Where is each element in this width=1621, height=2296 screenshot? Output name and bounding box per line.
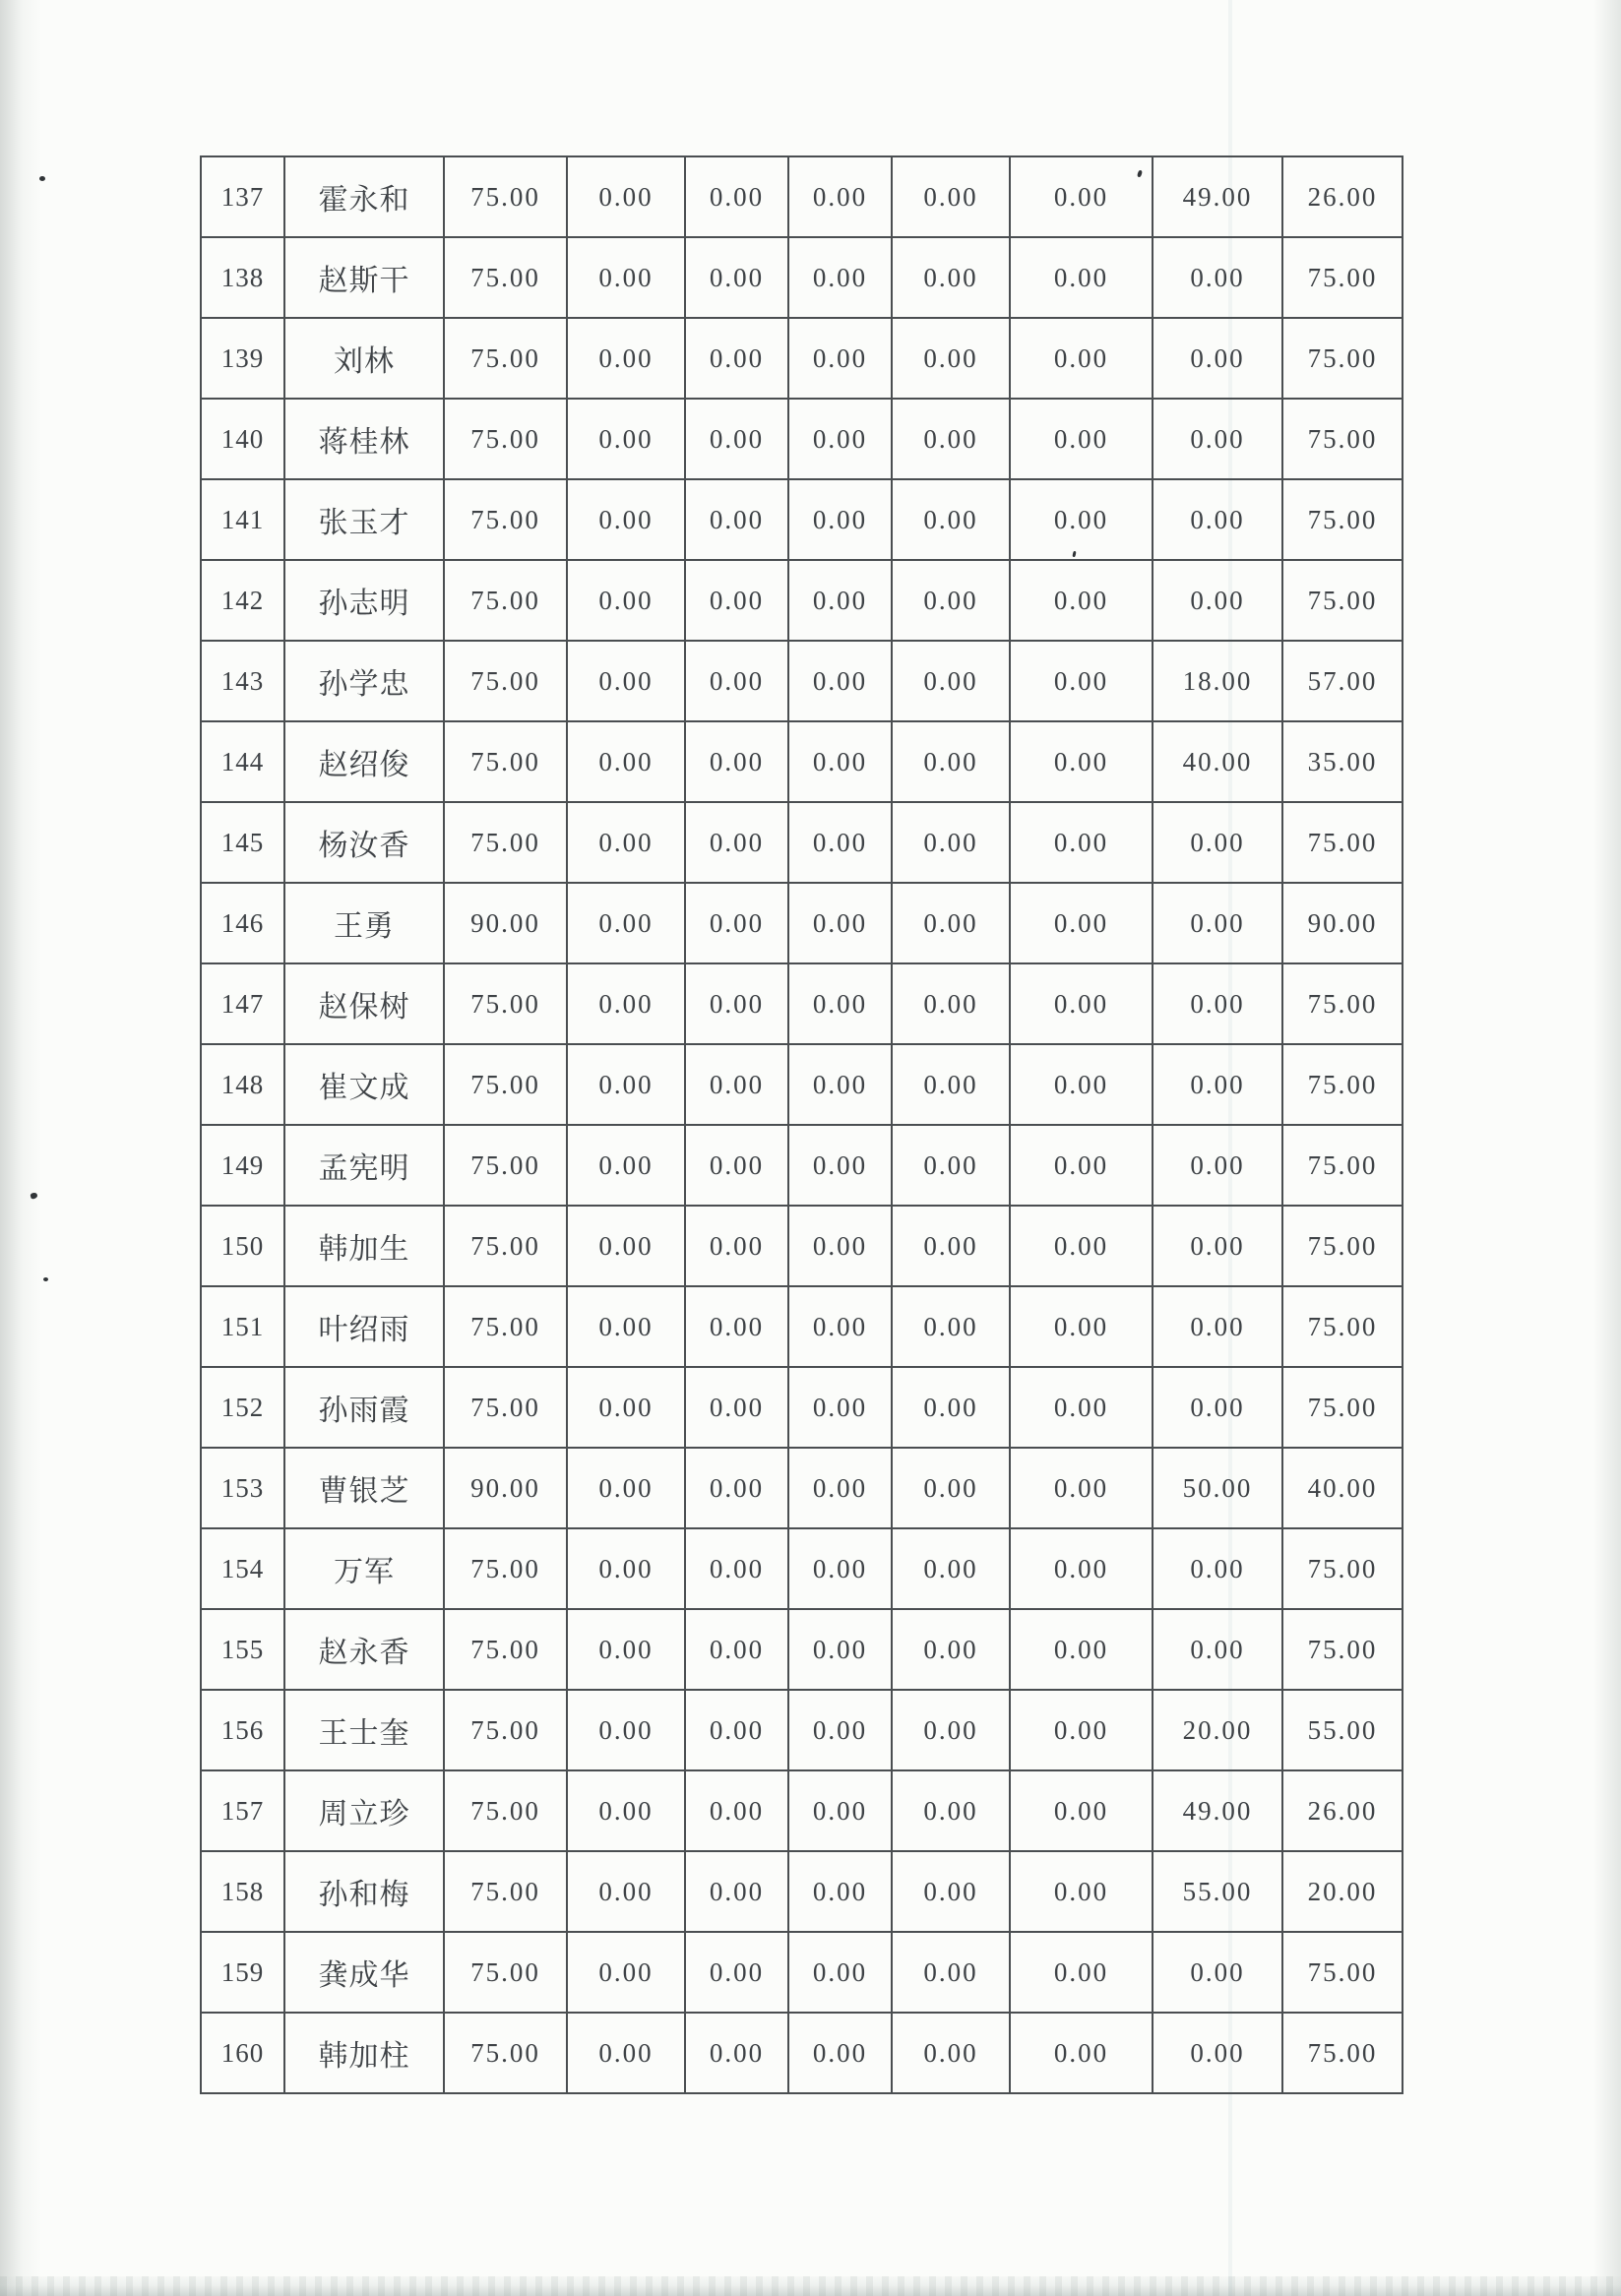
amount-cell: 0.00 [567, 1044, 685, 1125]
person-name-cell: 杨汝香 [284, 802, 444, 883]
amount-cell: 75.00 [1282, 1286, 1403, 1367]
amount-cell: 0.00 [1010, 1206, 1153, 1286]
amount-cell: 0.00 [1153, 802, 1282, 883]
amount-cell: 0.00 [685, 1125, 788, 1206]
amount-cell: 0.00 [1010, 963, 1153, 1044]
row-number-cell: 141 [201, 479, 284, 560]
amount-cell: 75.00 [1282, 479, 1403, 560]
amount-cell: 0.00 [685, 1286, 788, 1367]
row-number-cell: 155 [201, 1609, 284, 1690]
amount-cell: 0.00 [788, 721, 892, 802]
person-name-cell: 孙志明 [284, 560, 444, 641]
amount-cell: 75.00 [1282, 1125, 1403, 1206]
amount-cell: 75.00 [444, 802, 567, 883]
amount-cell: 0.00 [892, 479, 1010, 560]
amount-cell: 75.00 [1282, 1609, 1403, 1690]
row-number-cell: 157 [201, 1770, 284, 1851]
amount-cell: 0.00 [567, 1770, 685, 1851]
amount-cell: 0.00 [567, 721, 685, 802]
table-row [201, 237, 1403, 318]
amount-cell: 0.00 [567, 1690, 685, 1770]
amount-cell: 0.00 [892, 1367, 1010, 1448]
person-name-cell: 韩加柱 [284, 2013, 444, 2093]
amount-cell: 0.00 [788, 1367, 892, 1448]
amount-cell: 0.00 [788, 399, 892, 479]
amount-cell: 75.00 [444, 2013, 567, 2093]
amount-cell: 0.00 [567, 1851, 685, 1932]
amount-cell: 75.00 [444, 156, 567, 237]
table-row [201, 318, 1403, 399]
amount-cell: 0.00 [892, 2013, 1010, 2093]
person-name-cell: 万军 [284, 1528, 444, 1609]
amount-cell: 75.00 [444, 1851, 567, 1932]
table-row [201, 721, 1403, 802]
row-number-cell: 153 [201, 1448, 284, 1528]
amount-cell: 0.00 [892, 1609, 1010, 1690]
amount-cell: 75.00 [1282, 2013, 1403, 2093]
amount-cell: 0.00 [567, 1528, 685, 1609]
amount-cell: 75.00 [1282, 963, 1403, 1044]
row-number-cell: 148 [201, 1044, 284, 1125]
amount-cell: 0.00 [1010, 1690, 1153, 1770]
amount-cell: 0.00 [892, 1932, 1010, 2013]
scan-speck [39, 176, 45, 181]
amount-cell: 0.00 [1010, 1367, 1153, 1448]
amount-cell: 0.00 [892, 802, 1010, 883]
person-name-cell: 孙和梅 [284, 1851, 444, 1932]
table-row [201, 641, 1403, 721]
amount-cell: 0.00 [788, 1044, 892, 1125]
row-number-cell: 149 [201, 1125, 284, 1206]
amount-cell: 0.00 [788, 802, 892, 883]
amount-cell: 0.00 [1153, 883, 1282, 963]
amount-cell: 0.00 [788, 1932, 892, 2013]
amount-cell: 0.00 [685, 560, 788, 641]
person-name-cell: 蒋桂林 [284, 399, 444, 479]
amount-cell: 0.00 [1010, 2013, 1153, 2093]
amount-cell: 75.00 [444, 318, 567, 399]
amount-cell: 0.00 [788, 237, 892, 318]
amount-cell: 0.00 [788, 883, 892, 963]
amount-cell: 0.00 [1153, 560, 1282, 641]
scan-speck [43, 1277, 48, 1281]
amount-cell: 0.00 [685, 1044, 788, 1125]
amount-cell: 0.00 [685, 1609, 788, 1690]
amount-cell: 0.00 [1010, 1932, 1153, 2013]
scan-edge-bottom [0, 2276, 1621, 2296]
amount-cell: 75.00 [444, 1286, 567, 1367]
amount-cell: 0.00 [685, 641, 788, 721]
amount-cell: 75.00 [1282, 560, 1403, 641]
amount-cell: 75.00 [444, 1125, 567, 1206]
amount-cell: 0.00 [1010, 1851, 1153, 1932]
amount-cell: 75.00 [1282, 802, 1403, 883]
row-number-cell: 146 [201, 883, 284, 963]
amount-cell: 0.00 [788, 479, 892, 560]
row-number-cell: 150 [201, 1206, 284, 1286]
amount-cell: 75.00 [444, 1690, 567, 1770]
amount-cell: 0.00 [1010, 1125, 1153, 1206]
amount-cell: 50.00 [1153, 1448, 1282, 1528]
amount-cell: 0.00 [788, 1206, 892, 1286]
row-number-cell: 160 [201, 2013, 284, 2093]
table-row [201, 883, 1403, 963]
table-row [201, 1286, 1403, 1367]
amount-cell: 0.00 [892, 963, 1010, 1044]
amount-cell: 75.00 [444, 237, 567, 318]
row-number-cell: 145 [201, 802, 284, 883]
amount-cell: 40.00 [1153, 721, 1282, 802]
amount-cell: 0.00 [685, 1851, 788, 1932]
amount-cell: 0.00 [685, 479, 788, 560]
amount-cell: 0.00 [685, 802, 788, 883]
amount-cell: 0.00 [567, 479, 685, 560]
person-name-cell: 刘林 [284, 318, 444, 399]
person-name-cell: 赵斯干 [284, 237, 444, 318]
amount-cell: 0.00 [685, 237, 788, 318]
amount-cell: 0.00 [1153, 399, 1282, 479]
row-number-cell: 137 [201, 156, 284, 237]
roster-table [200, 155, 1403, 2094]
amount-cell: 0.00 [788, 1851, 892, 1932]
amount-cell: 0.00 [1010, 802, 1153, 883]
amount-cell: 0.00 [1153, 237, 1282, 318]
amount-cell: 0.00 [1010, 641, 1153, 721]
row-number-cell: 140 [201, 399, 284, 479]
amount-cell: 75.00 [444, 1206, 567, 1286]
amount-cell: 0.00 [788, 1690, 892, 1770]
amount-cell: 75.00 [444, 1367, 567, 1448]
amount-cell: 75.00 [444, 560, 567, 641]
amount-cell: 49.00 [1153, 1770, 1282, 1851]
row-number-cell: 144 [201, 721, 284, 802]
amount-cell: 0.00 [892, 560, 1010, 641]
amount-cell: 0.00 [567, 963, 685, 1044]
amount-cell: 0.00 [892, 156, 1010, 237]
amount-cell: 0.00 [685, 1528, 788, 1609]
amount-cell: 75.00 [444, 1770, 567, 1851]
amount-cell: 0.00 [788, 1609, 892, 1690]
amount-cell: 0.00 [1153, 318, 1282, 399]
roster-table-body [201, 156, 1403, 2093]
amount-cell: 20.00 [1282, 1851, 1403, 1932]
table-row [201, 156, 1403, 237]
table-row [201, 1367, 1403, 1448]
amount-cell: 75.00 [444, 1932, 567, 2013]
amount-cell: 0.00 [1153, 1125, 1282, 1206]
amount-cell: 0.00 [892, 1448, 1010, 1528]
amount-cell: 0.00 [788, 156, 892, 237]
amount-cell: 0.00 [788, 1448, 892, 1528]
amount-cell: 75.00 [1282, 1367, 1403, 1448]
amount-cell: 0.00 [685, 963, 788, 1044]
person-name-cell: 霍永和 [284, 156, 444, 237]
amount-cell: 0.00 [1010, 560, 1153, 641]
amount-cell: 0.00 [788, 641, 892, 721]
person-name-cell: 赵保树 [284, 963, 444, 1044]
amount-cell: 0.00 [567, 1206, 685, 1286]
row-number-cell: 151 [201, 1286, 284, 1367]
amount-cell: 0.00 [567, 156, 685, 237]
amount-cell: 90.00 [444, 1448, 567, 1528]
amount-cell: 0.00 [1153, 1528, 1282, 1609]
row-number-cell: 154 [201, 1528, 284, 1609]
person-name-cell: 曹银芝 [284, 1448, 444, 1528]
amount-cell: 0.00 [1010, 479, 1153, 560]
amount-cell: 0.00 [685, 1690, 788, 1770]
amount-cell: 75.00 [444, 479, 567, 560]
amount-cell: 0.00 [892, 237, 1010, 318]
amount-cell: 0.00 [1153, 479, 1282, 560]
amount-cell: 0.00 [788, 1770, 892, 1851]
table-row [201, 560, 1403, 641]
person-name-cell: 赵绍俊 [284, 721, 444, 802]
amount-cell: 0.00 [788, 560, 892, 641]
amount-cell: 0.00 [1010, 1044, 1153, 1125]
amount-cell: 35.00 [1282, 721, 1403, 802]
amount-cell: 0.00 [1010, 399, 1153, 479]
row-number-cell: 138 [201, 237, 284, 318]
amount-cell: 0.00 [1153, 1932, 1282, 2013]
amount-cell: 0.00 [1153, 1609, 1282, 1690]
amount-cell: 0.00 [685, 1770, 788, 1851]
amount-cell: 0.00 [567, 1932, 685, 2013]
amount-cell: 0.00 [567, 399, 685, 479]
table-row [201, 1932, 1403, 2013]
amount-cell: 0.00 [567, 560, 685, 641]
amount-cell: 0.00 [1010, 318, 1153, 399]
amount-cell: 0.00 [1153, 963, 1282, 1044]
amount-cell: 75.00 [444, 1609, 567, 1690]
amount-cell: 0.00 [685, 883, 788, 963]
amount-cell: 0.00 [892, 1528, 1010, 1609]
amount-cell: 0.00 [685, 1448, 788, 1528]
person-name-cell: 孙学忠 [284, 641, 444, 721]
person-name-cell: 孟宪明 [284, 1125, 444, 1206]
row-number-cell: 152 [201, 1367, 284, 1448]
amount-cell: 0.00 [892, 1125, 1010, 1206]
person-name-cell: 崔文成 [284, 1044, 444, 1125]
amount-cell: 0.00 [685, 721, 788, 802]
amount-cell: 75.00 [444, 399, 567, 479]
amount-cell: 0.00 [892, 318, 1010, 399]
amount-cell: 0.00 [567, 1448, 685, 1528]
person-name-cell: 张玉才 [284, 479, 444, 560]
amount-cell: 75.00 [1282, 1528, 1403, 1609]
table-row [201, 802, 1403, 883]
amount-cell: 0.00 [567, 1125, 685, 1206]
amount-cell: 57.00 [1282, 641, 1403, 721]
amount-cell: 90.00 [1282, 883, 1403, 963]
amount-cell: 0.00 [685, 1206, 788, 1286]
amount-cell: 0.00 [892, 883, 1010, 963]
amount-cell: 75.00 [1282, 1044, 1403, 1125]
amount-cell: 75.00 [444, 641, 567, 721]
amount-cell: 75.00 [1282, 399, 1403, 479]
amount-cell: 0.00 [1010, 1770, 1153, 1851]
amount-cell: 75.00 [1282, 1932, 1403, 2013]
amount-cell: 75.00 [444, 1044, 567, 1125]
amount-cell: 26.00 [1282, 156, 1403, 237]
table-row [201, 1609, 1403, 1690]
amount-cell: 0.00 [685, 1367, 788, 1448]
amount-cell: 0.00 [567, 1609, 685, 1690]
amount-cell: 0.00 [788, 1125, 892, 1206]
amount-cell: 0.00 [1010, 1609, 1153, 1690]
amount-cell: 0.00 [788, 1286, 892, 1367]
amount-cell: 20.00 [1153, 1690, 1282, 1770]
amount-cell: 0.00 [892, 721, 1010, 802]
table-row [201, 1690, 1403, 1770]
amount-cell: 75.00 [444, 721, 567, 802]
amount-cell: 0.00 [1153, 2013, 1282, 2093]
amount-cell: 0.00 [567, 1286, 685, 1367]
scan-edge-right [1593, 0, 1621, 2296]
table-row [201, 1851, 1403, 1932]
amount-cell: 0.00 [1010, 156, 1153, 237]
amount-cell: 55.00 [1153, 1851, 1282, 1932]
amount-cell: 26.00 [1282, 1770, 1403, 1851]
person-name-cell: 龚成华 [284, 1932, 444, 2013]
amount-cell: 0.00 [567, 1367, 685, 1448]
amount-cell: 0.00 [788, 2013, 892, 2093]
amount-cell: 18.00 [1153, 641, 1282, 721]
amount-cell: 0.00 [1010, 1448, 1153, 1528]
amount-cell: 0.00 [892, 1286, 1010, 1367]
table-row [201, 399, 1403, 479]
amount-cell: 0.00 [567, 883, 685, 963]
amount-cell: 55.00 [1282, 1690, 1403, 1770]
amount-cell: 0.00 [892, 399, 1010, 479]
amount-cell: 75.00 [1282, 1206, 1403, 1286]
table-row [201, 963, 1403, 1044]
table-row [201, 1044, 1403, 1125]
amount-cell: 0.00 [1153, 1044, 1282, 1125]
amount-cell: 0.00 [1010, 721, 1153, 802]
person-name-cell: 叶绍雨 [284, 1286, 444, 1367]
table-row [201, 1770, 1403, 1851]
row-number-cell: 159 [201, 1932, 284, 2013]
amount-cell: 0.00 [892, 641, 1010, 721]
amount-cell: 0.00 [685, 318, 788, 399]
amount-cell: 0.00 [567, 318, 685, 399]
amount-cell: 0.00 [567, 641, 685, 721]
table-row [201, 1528, 1403, 1609]
amount-cell: 0.00 [1010, 1528, 1153, 1609]
amount-cell: 75.00 [1282, 318, 1403, 399]
table-row [201, 1125, 1403, 1206]
table-row [201, 1448, 1403, 1528]
amount-cell: 75.00 [444, 963, 567, 1044]
amount-cell: 90.00 [444, 883, 567, 963]
amount-cell: 0.00 [567, 2013, 685, 2093]
person-name-cell: 韩加生 [284, 1206, 444, 1286]
amount-cell: 0.00 [892, 1851, 1010, 1932]
amount-cell: 0.00 [1153, 1367, 1282, 1448]
row-number-cell: 139 [201, 318, 284, 399]
amount-cell: 0.00 [685, 399, 788, 479]
person-name-cell: 王士奎 [284, 1690, 444, 1770]
table-row [201, 1206, 1403, 1286]
amount-cell: 0.00 [788, 963, 892, 1044]
amount-cell: 0.00 [1010, 883, 1153, 963]
amount-cell: 0.00 [685, 1932, 788, 2013]
table-row [201, 2013, 1403, 2093]
amount-cell: 0.00 [892, 1690, 1010, 1770]
amount-cell: 0.00 [567, 802, 685, 883]
amount-cell: 0.00 [685, 156, 788, 237]
scan-edge-left [0, 0, 41, 2296]
row-number-cell: 147 [201, 963, 284, 1044]
row-number-cell: 156 [201, 1690, 284, 1770]
row-number-cell: 142 [201, 560, 284, 641]
amount-cell: 0.00 [892, 1770, 1010, 1851]
amount-cell: 0.00 [1010, 1286, 1153, 1367]
amount-cell: 0.00 [892, 1044, 1010, 1125]
amount-cell: 0.00 [788, 318, 892, 399]
amount-cell: 0.00 [685, 2013, 788, 2093]
amount-cell: 0.00 [567, 237, 685, 318]
person-name-cell: 赵永香 [284, 1609, 444, 1690]
amount-cell: 75.00 [444, 1528, 567, 1609]
amount-cell: 0.00 [1153, 1286, 1282, 1367]
amount-cell: 40.00 [1282, 1448, 1403, 1528]
amount-cell: 0.00 [788, 1528, 892, 1609]
person-name-cell: 孙雨霞 [284, 1367, 444, 1448]
row-number-cell: 158 [201, 1851, 284, 1932]
amount-cell: 0.00 [1153, 1206, 1282, 1286]
amount-cell: 49.00 [1153, 156, 1282, 237]
amount-cell: 0.00 [892, 1206, 1010, 1286]
amount-cell: 75.00 [1282, 237, 1403, 318]
amount-cell: 0.00 [1010, 237, 1153, 318]
person-name-cell: 王勇 [284, 883, 444, 963]
row-number-cell: 143 [201, 641, 284, 721]
person-name-cell: 周立珍 [284, 1770, 444, 1851]
table-row [201, 479, 1403, 560]
